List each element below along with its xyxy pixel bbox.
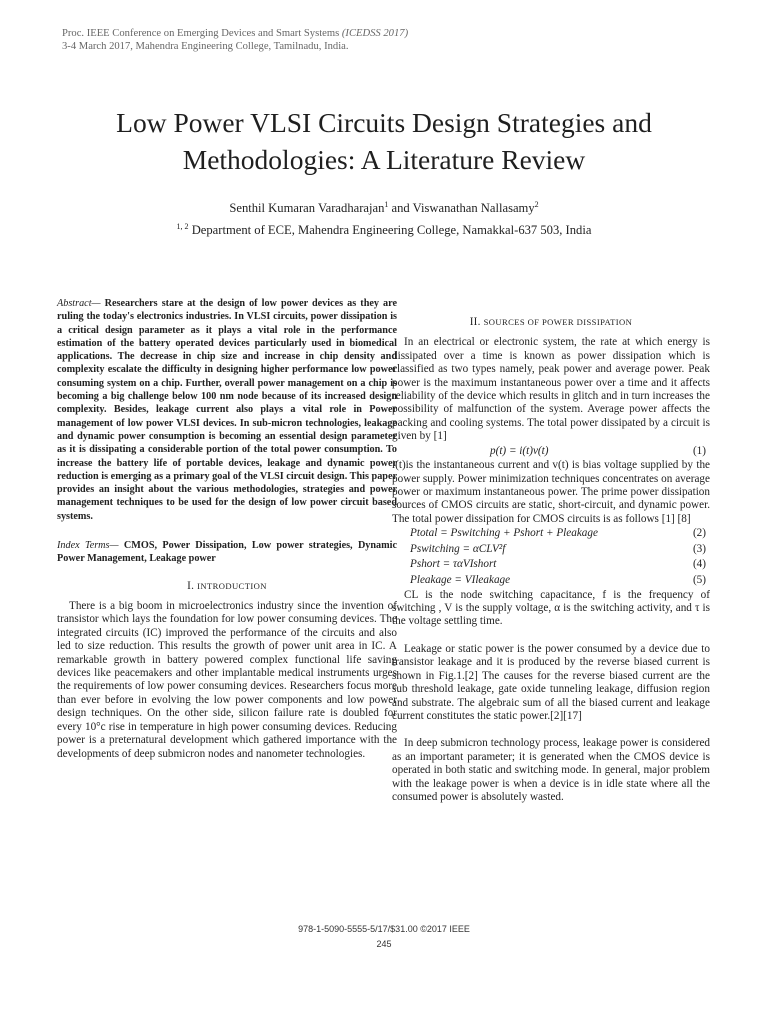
equation-5-formula: Pleakage = VIleakage bbox=[410, 574, 511, 587]
section-2-number: II. bbox=[469, 316, 481, 328]
section-2-paragraph-2: i(t)is the instantaneous current and v(t) is bias voltage supplied by the power supply. Power minimization techniques concentrates on average power or maximum instantaneous power. The prime power dissipation sources of CMOS circuits are static, short-circuit, and dynamic power. The total power dissipation for CMOS circuits is as follows [1] [8] bbox=[392, 459, 710, 525]
equation-5 bbox=[392, 573, 710, 589]
conference-name: Proc. IEEE Conference on Emerging Devices and Smart Systems bbox=[62, 28, 342, 39]
conference-line-1 bbox=[62, 27, 408, 40]
author-list bbox=[40, 201, 728, 216]
section-2-paragraph-3: CL is the node switching capacitance, f is the frequency of switching , V is the supply voltage, α is the switching activity, and τ is the voltage settling time. bbox=[392, 588, 710, 628]
equation-3-formula: Pswitching = αCLV²f bbox=[410, 542, 506, 555]
section-2-paragraph-5: In deep submicron technology process, leakage power is considered as an important parameter; it is generated when the CMOS device is operated in both static and switching mode. In general, major problem with the leakage power is when a device is in idle state where all the consumed power is absolutely wasted. bbox=[392, 737, 710, 803]
paragraph-gap bbox=[392, 723, 710, 737]
author-2: Viswanathan Nallasamy bbox=[412, 201, 535, 215]
paragraph-gap bbox=[392, 629, 710, 643]
affiliation-superscript: 1, 2 bbox=[176, 222, 189, 231]
section-2-paragraph-1: In an electrical or electronic system, the rate at which energy is dissipated over a time is known as power dissipation which is classified as two types namely, peak power and average power. Peak power is the maximum instantaneous power over a time and it affects reliability of the device which results in glitch and in turn increases the possibility of malfunction of the system. Average power affects the packing and cooling systems. The total power dissipated by a circuit is given by [1] bbox=[392, 336, 710, 443]
equation-4 bbox=[392, 557, 710, 573]
equation-1 bbox=[392, 444, 710, 460]
abstract bbox=[57, 297, 397, 523]
section-1-paragraph: There is a big boom in microelectronics industry since the invention of transistor which lays the foundation for low power consuming devices. The integrated circuits (IC) improved the performance of the circuits and also led to size reduction. This results the growth of power unit area in IC. A remarkable growth in battery powered complex functional life saving devices like peacemakers and other implantable medical instruments urges the requirements of low power consuming devices. Researchers focus more than ever before in evolving the low power components and low power design techniques. On the other side, silicon failure rate is doubled for every 10°c rise in temperature in high power consuming devices. Reducing power is a preternatural development which gathered importance with the developments of deep submicron nodes and nanometer technologies. bbox=[57, 600, 397, 760]
index-terms bbox=[57, 539, 397, 566]
equation-2-formula: Ptotal = Pswitching + Pshort + Pleakage bbox=[410, 527, 598, 540]
equation-4-formula: Pshort = ταVIshort bbox=[410, 558, 497, 571]
section-2-heading bbox=[392, 316, 710, 329]
section-1-number: I. bbox=[187, 579, 195, 592]
title-line-2: Methodologies: A Literature Review bbox=[182, 144, 586, 175]
author-conjunction: and bbox=[388, 201, 413, 215]
equation-3 bbox=[392, 542, 710, 558]
section-1-heading bbox=[57, 580, 397, 593]
left-column bbox=[57, 297, 397, 761]
conference-header bbox=[62, 27, 408, 53]
abstract-text: Researchers stare at the design of low power devices as they are ruling the today's electronics industries. In VLSI circuits, power dissipation is a critical design parameter as it plays a vital role in the performance estimation of the battery operated devices particularly used in biomedical applications. The decrease in chip size and increase in chip density and complexity escalate the difficulty in designing higher performance low power consuming system on a chip. Further, overall power management on a chip is becoming a big challenge below 100 nm node because of its increased design complexity. Besides, leakage current also plays a vital role in Power management of low power VLSI devices. In sub-micron technologies, leakage and dynamic power consumption is becoming an essential design parameter as it is dissipating a considerable portion of the total power consumption. To increase the battery life of portable devices, leakage and dynamic power reduction is emerging as a primary goal of the VLSI circuit design. This paper provides an insight about the various methodologies, strategies and power management techniques to be used for the design of low power circuit based systems. bbox=[57, 298, 397, 522]
paper-title bbox=[40, 104, 728, 178]
equation-4-number: (4) bbox=[692, 558, 706, 571]
conference-acronym: (ICEDSS 2017) bbox=[341, 28, 409, 39]
index-terms-label: Index Terms— bbox=[57, 540, 119, 552]
section-2-title: SOURCES OF POWER DISSIPATION bbox=[483, 317, 633, 327]
page-number: 245 bbox=[376, 939, 392, 949]
author-1: Senthil Kumaran Varadharajan bbox=[229, 201, 385, 215]
equation-1-number: (1) bbox=[692, 444, 706, 457]
index-terms-text: CMOS, Power Dissipation, Low power strategies, Dynamic Power Management, Leakage power bbox=[57, 540, 397, 565]
section-2-paragraph-4: Leakage or static power is the power consumed by a device due to transistor leakage and it is produced by the reverse biased current is shown in Fig.1.[2] The causes for the reverse biased current are the sub threshold leakage, gate oxide tunneling leakage, diffusion region and substrate. The algebraic sum of all the biased current and leakage current constitutes the static power.[2][17] bbox=[392, 642, 710, 722]
affiliation-text: Department of ECE, Mahendra Engineering College, Namakkal-637 503, India bbox=[191, 223, 592, 237]
abstract-label: Abstract— bbox=[57, 298, 101, 309]
equation-3-number: (3) bbox=[692, 542, 706, 555]
equation-2-number: (2) bbox=[692, 527, 706, 540]
equation-5-number: (5) bbox=[692, 574, 706, 587]
right-column bbox=[392, 316, 710, 804]
affiliation bbox=[40, 223, 728, 238]
equation-1-formula: p(t) = i(t)v(t) bbox=[490, 444, 549, 457]
copyright-line: 978-1-5090-5555-5/17/$31.00 ©2017 IEEE bbox=[298, 924, 470, 934]
author-1-superscript: 1 bbox=[384, 200, 389, 209]
equation-2 bbox=[392, 526, 710, 542]
conference-line-2: 3-4 March 2017, Mahendra Engineering College, Tamilnadu, India. bbox=[62, 41, 349, 52]
section-1-title: INTRODUCTION bbox=[197, 580, 267, 591]
title-line-1: Low Power VLSI Circuits Design Strategies and bbox=[116, 107, 652, 138]
author-2-superscript: 2 bbox=[534, 200, 539, 209]
